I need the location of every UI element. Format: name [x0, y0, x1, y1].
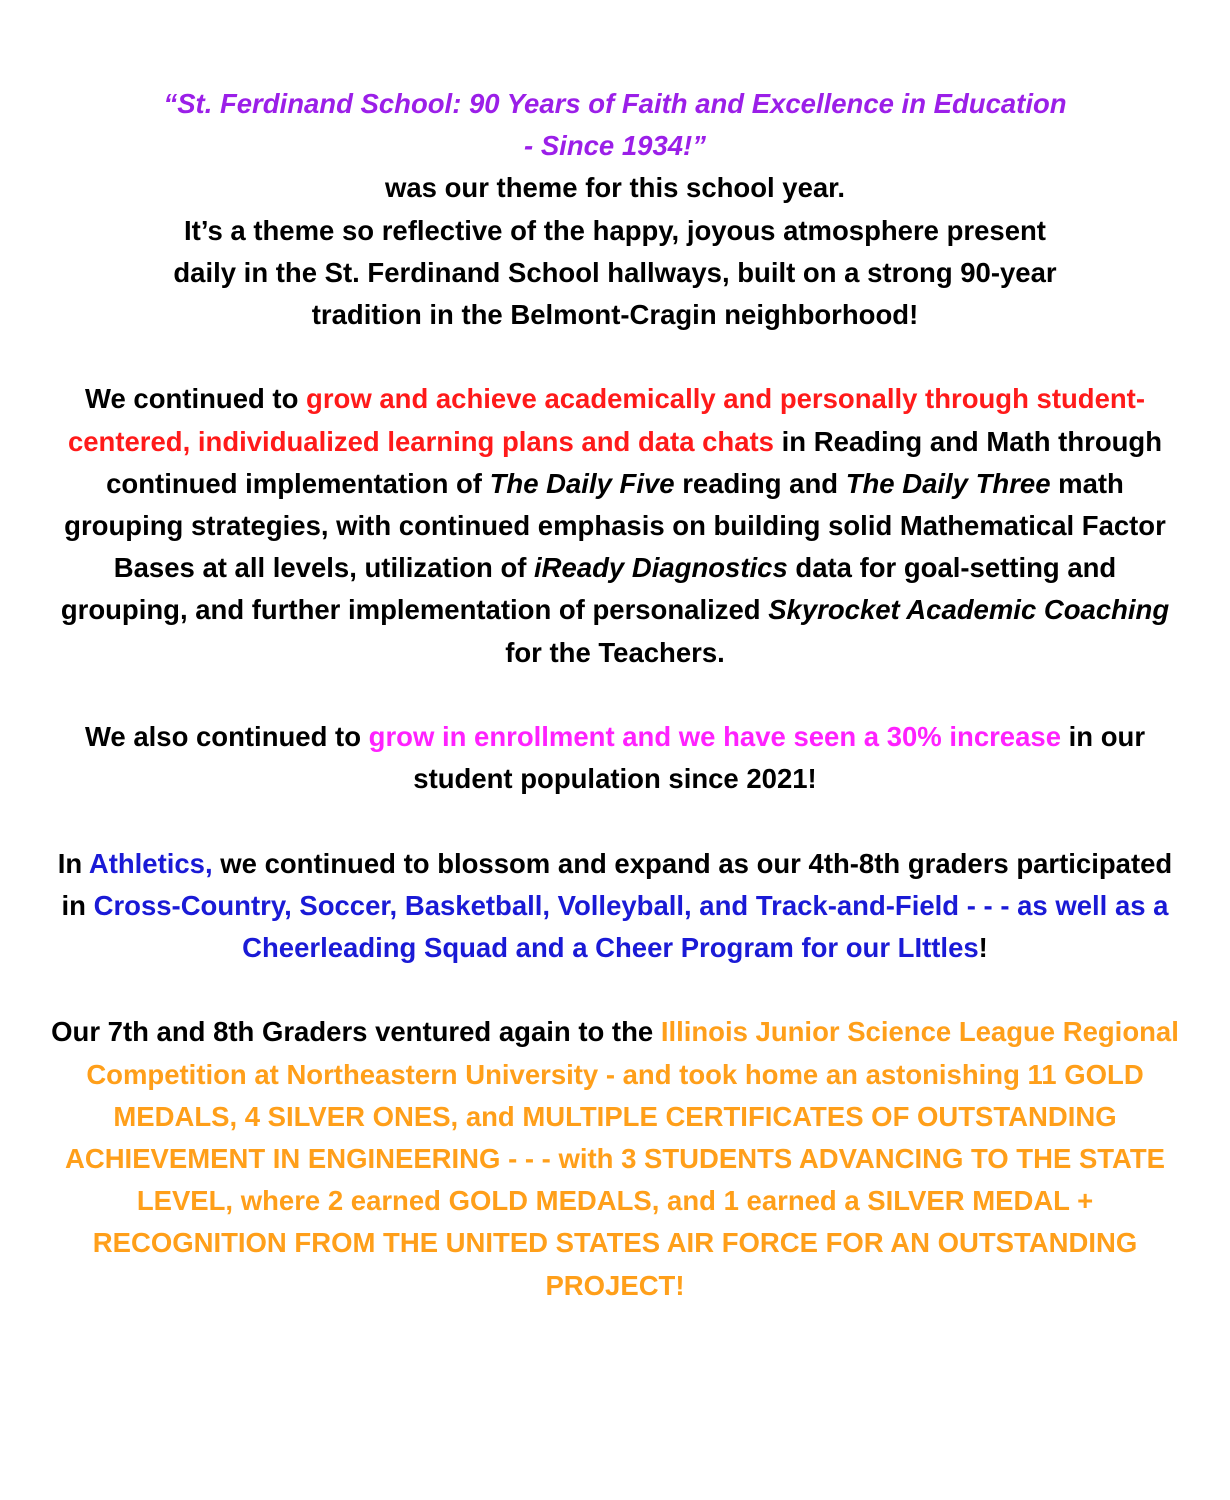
academics-text-4: math grouping strategies, with continued emphasis on building solid Mathematical Factor Bases at all levels, utilization of	[64, 467, 1166, 584]
theme-intro-line: was our theme for this school year.	[385, 172, 845, 204]
athletics-text-2: we continued to blossom and expand as our 4th-8th graders participated in	[61, 847, 1173, 921]
enrollment-paragraph	[50, 716, 1180, 800]
athletics-paragraph	[50, 843, 1180, 970]
enrollment-highlight: grow in enrollment and we have seen a 30% increase	[368, 721, 1061, 753]
science-text-1: Our 7th and 8th Graders ventured again to the	[51, 1016, 661, 1048]
daily-three-title: The Daily Three	[845, 467, 1051, 499]
enrollment-text-1: We also continued to	[84, 721, 369, 753]
academics-paragraph	[50, 378, 1180, 673]
science-highlight: Illinois Junior Science League Regional Competition at Northeastern University - and took home an astonishing 11 GOLD MEDALS, 4 SILVER ONES, and MULTIPLE CERTIFICATES OF OUTSTANDING ACHIEVEMENT IN ENGINEERING - - - with 3 STUDENTS ADVANCING TO THE STATE LEVEL, where 2 earned GOLD MEDALS, and 1 earned a SILVER MEDAL + RECOGNITION FROM THE UNITED STATES AIR FORCE FOR AN OUTSTANDING PROJECT!	[64, 1016, 1179, 1301]
theme-description-line-2: daily in the St. Ferdinand School hallways, built on a strong 90-year	[173, 256, 1057, 288]
athletics-sports-list: Cross-Country, Soccer, Basketball, Volleyball, and Track-and-Field - - - as well as a Cheerleading Squad and a Cheer Program for our LIttles	[93, 889, 1169, 964]
academics-highlight: grow and achieve academically and personally through student-centered, individualized learning plans and data chats	[67, 383, 1145, 457]
academics-text-5: data for goal-setting and grouping, and further implementation of personalized	[60, 552, 1117, 626]
academics-text-6: for the Teachers.	[505, 636, 725, 668]
science-paragraph	[50, 1011, 1180, 1306]
theme-quote-line-1: “St. Ferdinand School: 90 Years of Faith and Excellence in Education	[163, 88, 1067, 119]
theme-quote-line-2: - Since 1934!”	[524, 130, 706, 162]
athletics-label: Athletics,	[88, 847, 213, 879]
iready-title: iReady Diagnostics	[534, 552, 788, 584]
athletics-text-1: In	[57, 847, 89, 879]
athletics-text-3: !	[978, 932, 988, 964]
academics-text-3: reading and	[674, 467, 846, 499]
enrollment-text-2: in our student population since 2021!	[413, 721, 1146, 795]
theme-description-line-3: tradition in the Belmont-Cragin neighborhood!	[311, 299, 919, 331]
theme-description-line-1: It’s a theme so reflective of the happy, joyous atmosphere present	[184, 214, 1046, 246]
academics-text-2: in Reading and Math through continued implementation of	[106, 425, 1163, 499]
daily-five-title: The Daily Five	[489, 467, 675, 499]
academics-text-1: We continued to	[85, 383, 307, 415]
theme-paragraph	[50, 83, 1180, 336]
skyrocket-title: Skyrocket Academic Coaching	[768, 594, 1170, 626]
